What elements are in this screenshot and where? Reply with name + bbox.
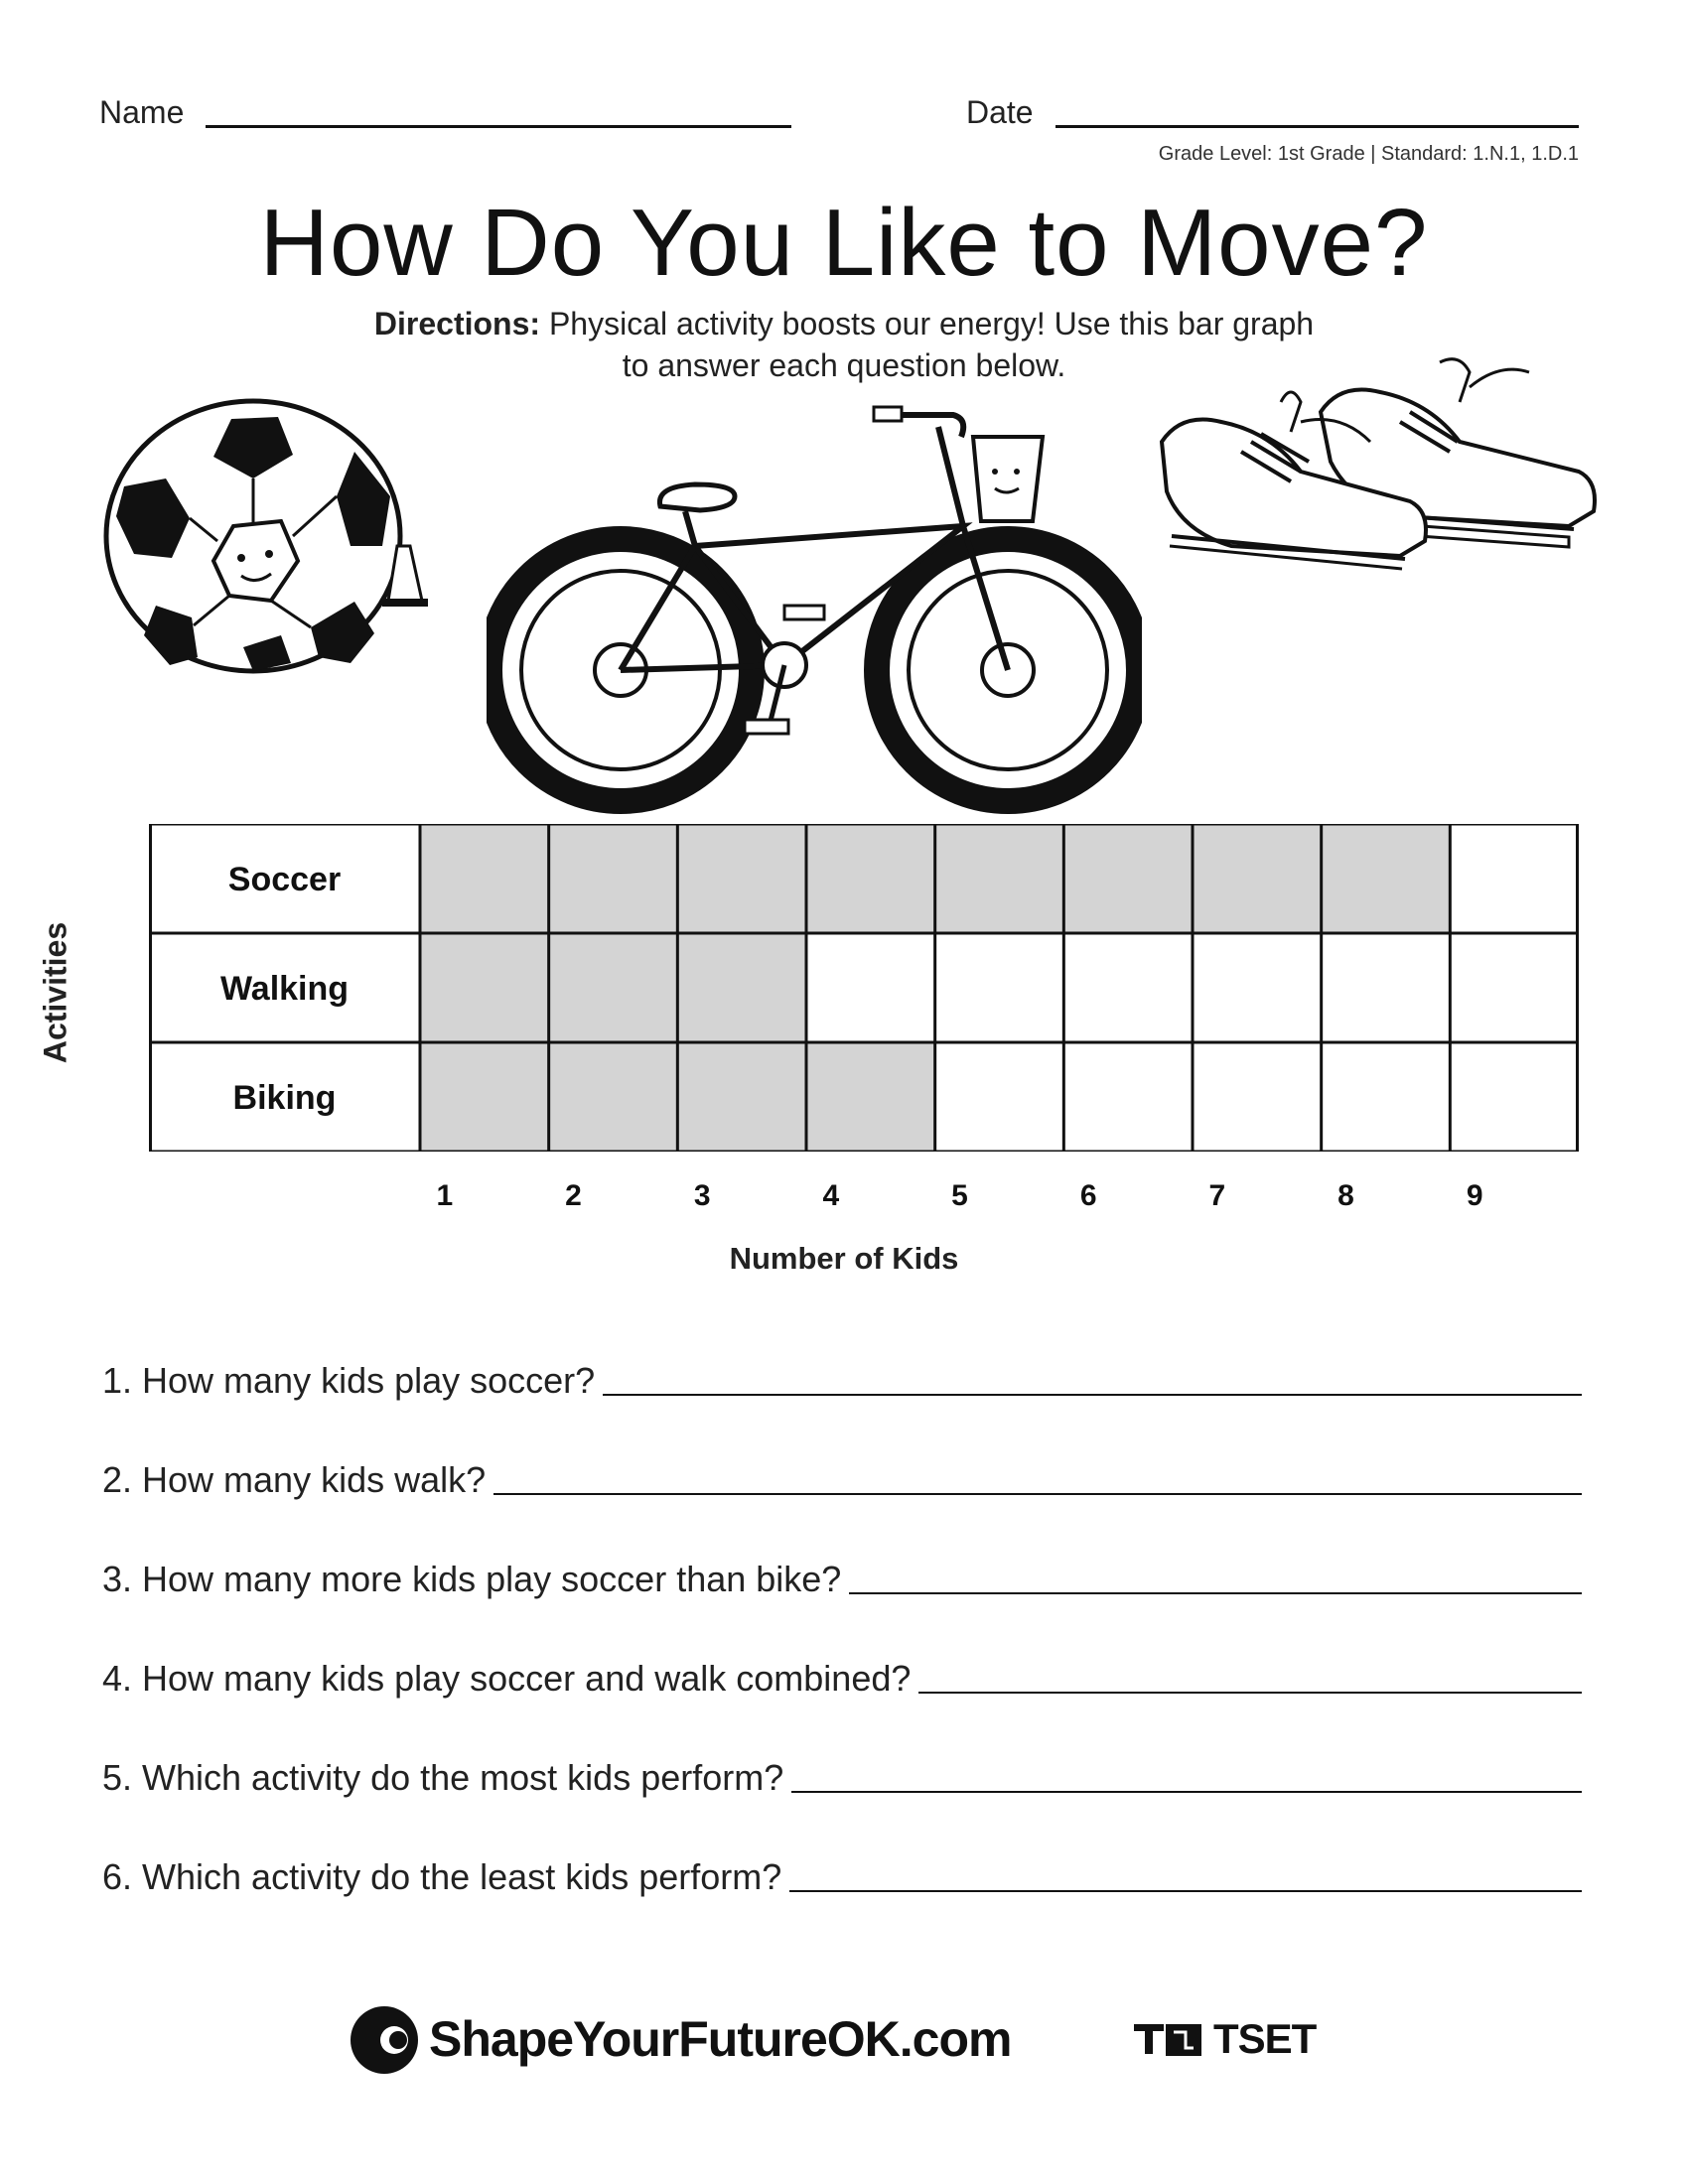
bar-walking (420, 933, 806, 1042)
footer-site-name: ShapeYourFutureOK.com (429, 2011, 1012, 2067)
page-title: How Do You Like to Move? (259, 190, 1429, 296)
question-text: 3. How many more kids play soccer than bike? (102, 1559, 842, 1599)
bicycle-illustration (487, 397, 1142, 814)
directions-label: Directions: (373, 306, 541, 341)
category-label-biking: Biking (232, 1079, 337, 1117)
soccer-ball-illustration (94, 397, 452, 705)
answer-line[interactable] (918, 1692, 1582, 1694)
shape-your-future-logo-icon (350, 2005, 419, 2075)
answer-line[interactable] (849, 1592, 1582, 1594)
x-tick-9: 9 (1466, 1179, 1483, 1212)
date-label: Date (966, 94, 1034, 130)
x-tick-8: 8 (1337, 1179, 1354, 1212)
tset-logo-icon (1134, 2022, 1213, 2060)
question-text: 6. Which activity do the least kids perform? (102, 1856, 782, 1897)
question-text: 4. How many kids play soccer and walk combined? (102, 1658, 912, 1699)
question-2 (102, 1459, 1582, 1501)
name-field[interactable] (206, 125, 791, 128)
question-6 (102, 1856, 1582, 1898)
answer-line[interactable] (493, 1493, 1582, 1495)
question-4 (102, 1658, 1582, 1700)
x-tick-2: 2 (565, 1179, 582, 1212)
category-label-soccer: Soccer (227, 861, 342, 898)
x-tick-7: 7 (1208, 1179, 1226, 1212)
name-label: Name (99, 94, 185, 130)
question-text: 5. Which activity do the most kids perform? (102, 1757, 784, 1798)
x-tick-4: 4 (822, 1179, 840, 1212)
y-axis-label: Activities (37, 921, 73, 1064)
category-label-walking: Walking (219, 970, 350, 1008)
question-text: 2. How many kids walk? (102, 1459, 487, 1500)
question-3 (102, 1559, 1582, 1600)
x-tick-5: 5 (951, 1179, 968, 1212)
x-axis-label: Number of Kids (729, 1241, 959, 1276)
x-tick-6: 6 (1079, 1179, 1097, 1212)
date-field[interactable] (1055, 125, 1579, 128)
grade-standard-meta: Grade Level: 1st Grade | Standard: 1.N.1, 1.D.1 (1158, 143, 1579, 165)
answer-line[interactable] (791, 1791, 1582, 1793)
answer-line[interactable] (789, 1890, 1582, 1892)
activity-bar-graph (149, 824, 1579, 1152)
sneakers-illustration (1142, 342, 1599, 571)
directions-line-2: to answer each question below. (622, 347, 1066, 383)
directions-line-1: Physical activity boosts our energy! Use this bar graph (548, 306, 1315, 341)
question-5 (102, 1757, 1582, 1799)
answer-line[interactable] (603, 1394, 1582, 1396)
x-tick-1: 1 (436, 1179, 454, 1212)
x-tick-3: 3 (693, 1179, 711, 1212)
question-1 (102, 1360, 1582, 1402)
footer-partner-name: TSET (1213, 2015, 1317, 2062)
question-text: 1. How many kids play soccer? (102, 1360, 596, 1401)
